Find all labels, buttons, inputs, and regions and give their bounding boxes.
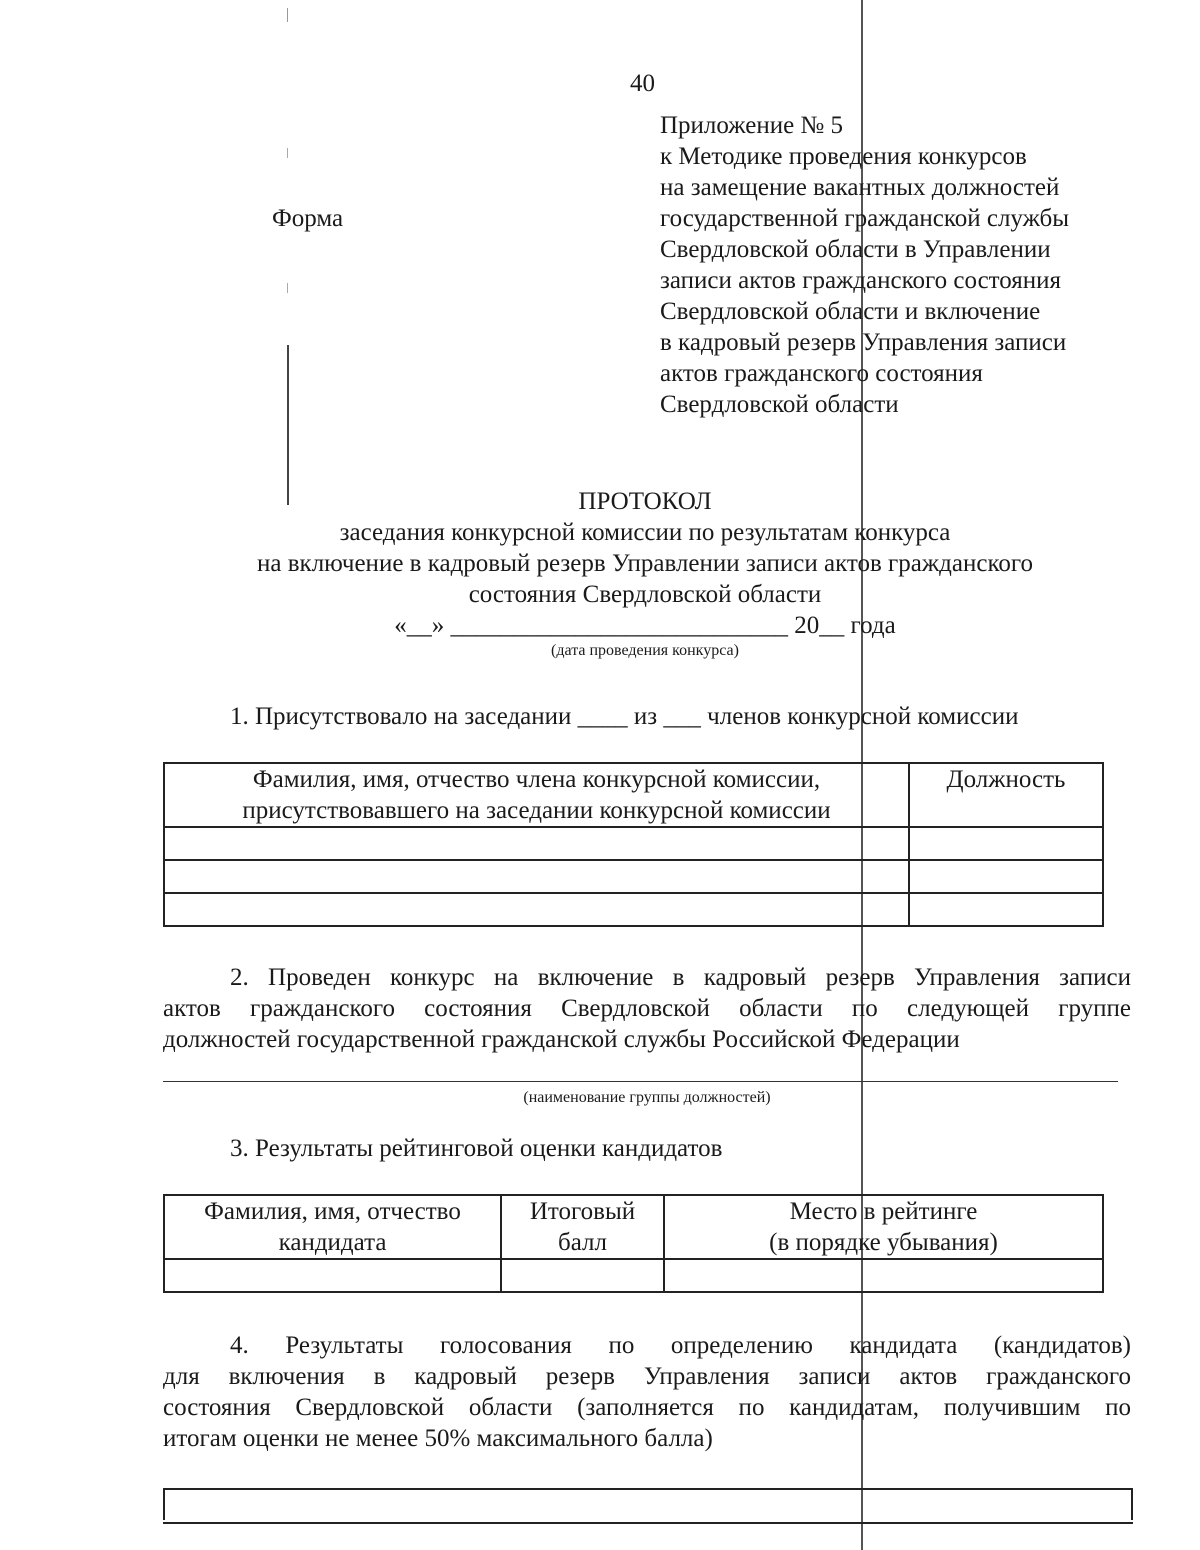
scan-artifact-mark (287, 283, 288, 293)
appendix-line: в кадровый резерв Управления записи (660, 329, 1067, 356)
group-name-caption: (наименование группы должностей) (523, 1089, 771, 1106)
appendix-line: государственной гражданской службы (660, 205, 1070, 232)
page-number: 40 (630, 70, 655, 97)
form-label: Форма (272, 205, 344, 232)
group-name-underline (163, 1081, 1118, 1082)
section3-text: 3. Результаты рейтинговой оценки кандидатов (230, 1135, 723, 1162)
paragraph-line: состояния Свердловской области (заполняется по кандидатам, получившим по (163, 1394, 1131, 1421)
header-line: Фамилия, имя, отчество (204, 1198, 461, 1225)
appendix-line: Свердловской области и включение (660, 298, 1041, 325)
protocol-heading: ПРОТОКОЛ (578, 488, 712, 515)
header-line: Фамилия, имя, отчество члена конкурсной комиссии, (252, 766, 821, 793)
date-line: «__» ___________________________ 20__ года (394, 612, 896, 639)
table-cell (164, 860, 909, 893)
appendix-line: актов гражданского состояния (660, 360, 983, 387)
table-header-cell: Должность (909, 763, 1103, 827)
appendix-line: Свердловской области (660, 391, 899, 418)
appendix-block (660, 110, 1069, 420)
title-line: заседания конкурсной комиссии по результатам конкурса (339, 519, 951, 546)
table-header-cell (164, 763, 909, 827)
paragraph-line: 2. Проведен конкурс на включение в кадровый резерв Управления записи (230, 964, 1131, 991)
scan-artifact-line (287, 345, 289, 505)
table-cell (909, 893, 1103, 926)
header-line: (в порядке убывания) (769, 1229, 998, 1256)
appendix-line: Свердловской области в Управлении (660, 236, 1051, 263)
appendix-line: на замещение вакантных должностей (660, 174, 1060, 201)
title-line: состояния Свердловской области (468, 581, 822, 608)
commission-members-table (163, 762, 1104, 927)
appendix-line: записи актов гражданского состояния (660, 267, 1062, 294)
paragraph-line: актов гражданского состояния Свердловской области по следующей группе (163, 995, 1131, 1022)
table-row (164, 1259, 1103, 1292)
table-header-cell (664, 1195, 1103, 1259)
header-line: кандидата (278, 1229, 387, 1256)
table-cell (909, 827, 1103, 860)
table-bottom-line (163, 1522, 1133, 1524)
table-header-cell (164, 1195, 501, 1259)
table-cell (164, 827, 909, 860)
scan-artifact-mark (287, 148, 288, 158)
section1-text: 1. Присутствовало на заседании ____ из ___ членов конкурсной комиссии (230, 703, 1019, 730)
paragraph-line: должностей государственной гражданской службы Российской Федерации (163, 1026, 960, 1053)
table-cell (909, 860, 1103, 893)
scan-artifact-mark (287, 8, 288, 22)
date-caption: (дата проведения конкурса) (551, 642, 739, 659)
header-line: присутствовавшего на заседании конкурсной комиссии (242, 797, 831, 824)
header-line: Итоговый (529, 1198, 636, 1225)
table-header-cell (501, 1195, 664, 1259)
title-line: на включение в кадровый резерв Управлении записи актов гражданского (257, 550, 1033, 577)
voting-results-table (163, 1488, 1133, 1520)
table-cell (164, 893, 909, 926)
rating-results-table (163, 1194, 1104, 1293)
table-row (164, 860, 1103, 893)
paragraph-line: для включения в кадровый резерв Управления записи актов гражданского (163, 1363, 1131, 1390)
header-line: Место в рейтинге (789, 1198, 978, 1225)
table-row (164, 893, 1103, 926)
header-line: балл (558, 1229, 607, 1256)
table-cell (664, 1259, 1103, 1292)
table-cell (164, 1259, 501, 1292)
paragraph-line: итогам оценки не менее 50% максимального балла) (163, 1425, 713, 1452)
protocol-title-block (160, 486, 1130, 661)
appendix-line: к Методике проведения конкурсов (660, 143, 1027, 170)
paragraph-line: 4. Результаты голосования по определению кандидата (кандидатов) (230, 1332, 1131, 1359)
appendix-line: Приложение № 5 (660, 112, 844, 139)
section4-paragraph (163, 1330, 1131, 1454)
section2-paragraph (163, 962, 1131, 1055)
table-row (164, 827, 1103, 860)
table-cell (501, 1259, 664, 1292)
